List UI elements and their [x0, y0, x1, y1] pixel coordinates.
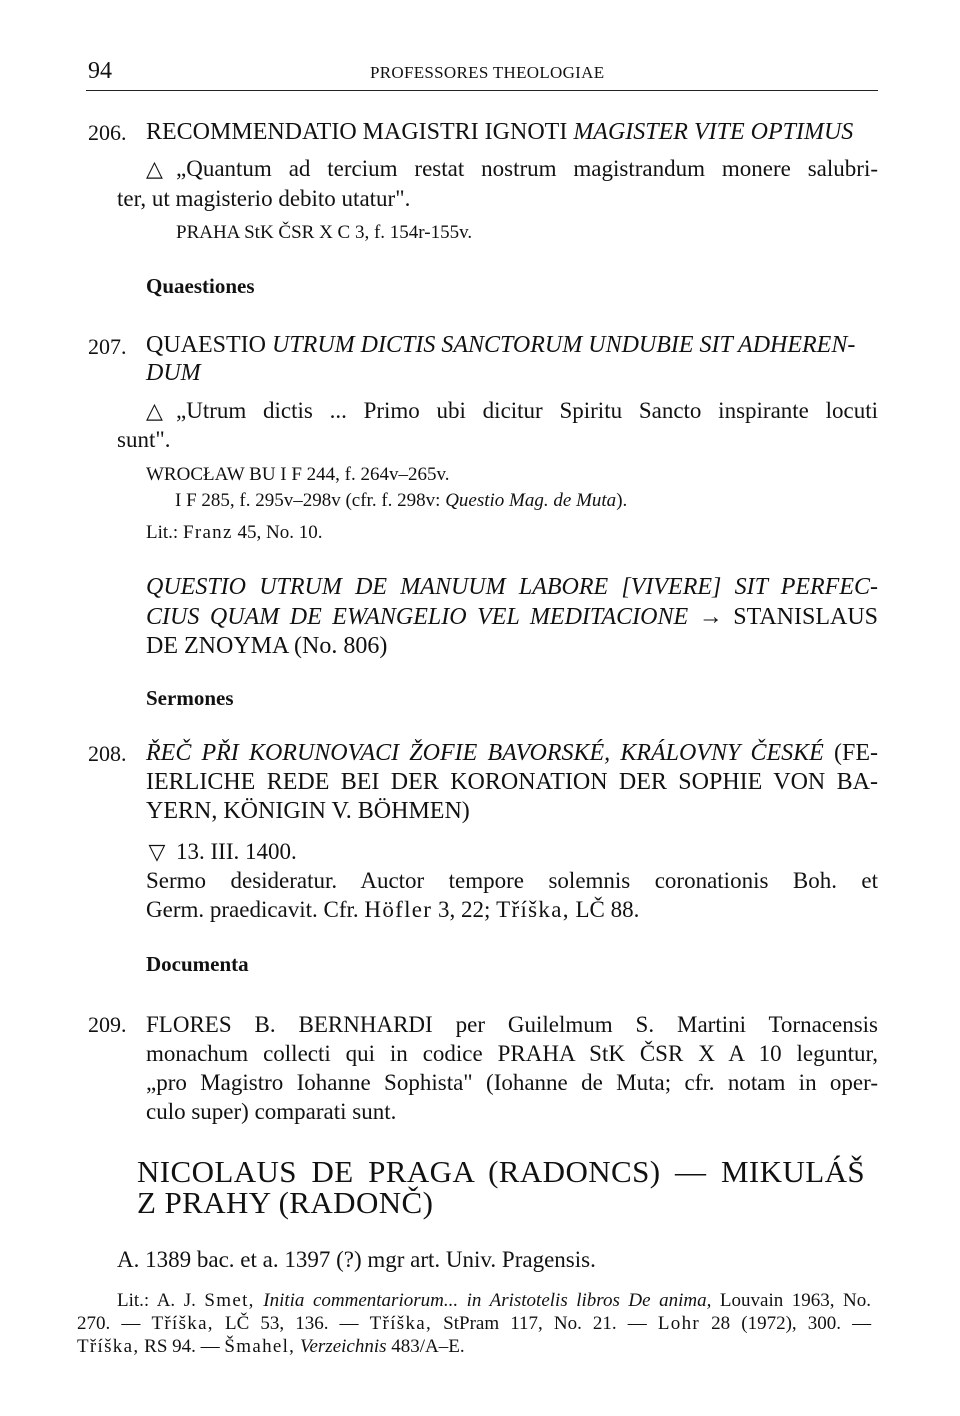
incipit-triangle-icon: △ — [146, 398, 163, 423]
text-line: culo super) comparati sunt. — [146, 1099, 397, 1124]
arrow-right-icon: → — [698, 604, 723, 630]
crossref-line — [146, 603, 878, 632]
title-plain: (FE- — [834, 740, 879, 766]
manuscript: PRAHA StK ČSR X C 3, f. 154r-155v. — [176, 222, 473, 243]
lit-text: LČ 53, 136. — — [224, 1313, 359, 1334]
lit-text: StPram 117, No. 21. — — [443, 1313, 647, 1334]
lit-author: Tříška, — [369, 1313, 433, 1334]
biography: A. 1389 bac. et a. 1397 (?) mgr art. Univ. Pragensis. — [117, 1247, 596, 1272]
text-line: Sermo desideratur. Auctor tempore solemnis coronationis Boh. et — [146, 868, 878, 893]
entry-title — [146, 331, 855, 360]
manuscript-title: Questio Mag. de Muta — [445, 490, 617, 511]
down-triangle-icon: ▽ — [148, 839, 166, 864]
incipit-line: „Quantum ad tercium restat nostrum magistrandum monere salubri- — [176, 156, 878, 181]
page-number: 94 — [88, 58, 112, 84]
entry-number: 206. — [88, 120, 127, 145]
title-plain: QUAESTIO — [146, 332, 266, 358]
manuscript — [175, 490, 627, 512]
lit-label: Lit.: — [117, 1290, 150, 1311]
lit-label: Lit.: — [146, 522, 179, 543]
entry-number: 208. — [88, 741, 127, 766]
lit-text: 483/A–E. — [391, 1336, 465, 1357]
lit-author: Tříška, — [151, 1313, 214, 1334]
section-heading-documenta: Documenta — [146, 952, 249, 976]
title-line: IERLICHE REDE BEI DER KORONATION DER SOPHIE VON BA- — [146, 769, 878, 795]
header-rule — [86, 90, 878, 91]
manuscript: WROCŁAW BU I F 244, f. 264v–265v. — [146, 464, 450, 485]
incipit-line: „Utrum dictis ... Primo ubi dicitur Spiritu Sancto inspirante locuti — [176, 398, 878, 423]
incipit — [146, 396, 878, 425]
literature-line — [77, 1313, 871, 1335]
literature-line — [117, 1290, 871, 1312]
section-heading-sermones: Sermones — [146, 686, 234, 710]
lit-text: A. J. — [156, 1290, 196, 1311]
lit-text: 28 (1972), 300. — — [711, 1313, 872, 1334]
incipit-line: sunt". — [117, 427, 171, 452]
author-heading-line: NICOLAUS DE PRAGA (RADONCS) — MIKULÁŠ — [137, 1154, 865, 1189]
title-italic: UTRUM DICTIS SANCTORUM UNDUBIE SIT ADHEREN- — [272, 332, 856, 358]
title-italic: MAGISTER VITE OPTIMUS — [573, 119, 854, 145]
entry-number: 209. — [88, 1012, 127, 1037]
incipit-triangle-icon: △ — [146, 156, 163, 181]
lit-ref: 45, No. 10. — [237, 522, 323, 543]
lit-text: 270. — — [77, 1313, 141, 1334]
lit-text: Louvain 1963, No. — [719, 1290, 872, 1311]
date: 13. III. 1400. — [176, 839, 297, 864]
manuscript-text: I F 285, f. 295v–298v (cfr. f. 298v: — [175, 490, 441, 511]
lit-author: Franz — [182, 522, 233, 543]
entry-number: 207. — [88, 334, 127, 359]
lit-text: RS 94. — — [144, 1336, 220, 1357]
lit-title: Initia commentariorum... in Aristotelis libros De anima, — [263, 1290, 712, 1311]
date-line — [146, 837, 297, 866]
title-line: YERN, KÖNIGIN V. BÖHMEN) — [146, 798, 470, 824]
crossref-line: DE ZNOYMA (No. 806) — [146, 633, 388, 659]
text: LČ 88. — [575, 897, 640, 922]
crossref-target: STANISLAUS — [733, 604, 879, 630]
title-italic: DUM — [146, 360, 201, 386]
literature-line — [77, 1336, 465, 1358]
text-line — [146, 895, 639, 924]
lit-title: Verzeichnis — [299, 1336, 387, 1357]
author: Höfler — [364, 897, 433, 922]
text: Germ. praedicavit. Cfr. — [146, 897, 359, 922]
entry-title — [146, 118, 853, 147]
text: 3, 22; — [438, 897, 491, 922]
title-plain: RECOMMENDATIO MAGISTRI IGNOTI — [146, 119, 568, 145]
incipit-line: ter, ut magisterio debito utatur". — [117, 186, 411, 211]
title-italic: ŘEČ PŘI KORUNOVACI ŽOFIE BAVORSKÉ, KRÁLOVNY ČESKÉ — [146, 740, 824, 766]
author: Tříška, — [496, 897, 570, 922]
author-heading-line: Z PRAHY (RADONČ) — [137, 1185, 434, 1220]
manuscript-text: ). — [616, 490, 628, 511]
text-line: monachum collecti qui in codice PRAHA StK ČSR X A 10 leguntur, — [146, 1041, 878, 1066]
section-heading-quaestiones: Quaestiones — [146, 274, 255, 298]
text-line: „pro Magistro Iohanne Sophista" (Iohanne de Muta; cfr. notam in oper- — [146, 1070, 878, 1095]
crossref-italic: CIUS QUAM DE EWANGELIO VEL MEDITACIONE — [146, 604, 689, 630]
lit-author: Šmahel, — [224, 1336, 296, 1357]
lit-author: Lohr — [657, 1313, 701, 1334]
incipit — [146, 154, 878, 183]
text-line: FLORES B. BERNHARDI per Guilelmum S. Martini Tornacensis — [146, 1012, 878, 1037]
literature — [146, 522, 322, 544]
lit-author: Smet, — [204, 1290, 255, 1311]
crossref-line: QUESTIO UTRUM DE MANUUM LABORE [VIVERE] SIT PERFEC- — [146, 574, 878, 600]
entry-title — [146, 739, 878, 768]
running-title: PROFESSORES THEOLOGIAE — [370, 63, 605, 82]
lit-author: Tříška, — [77, 1336, 140, 1357]
